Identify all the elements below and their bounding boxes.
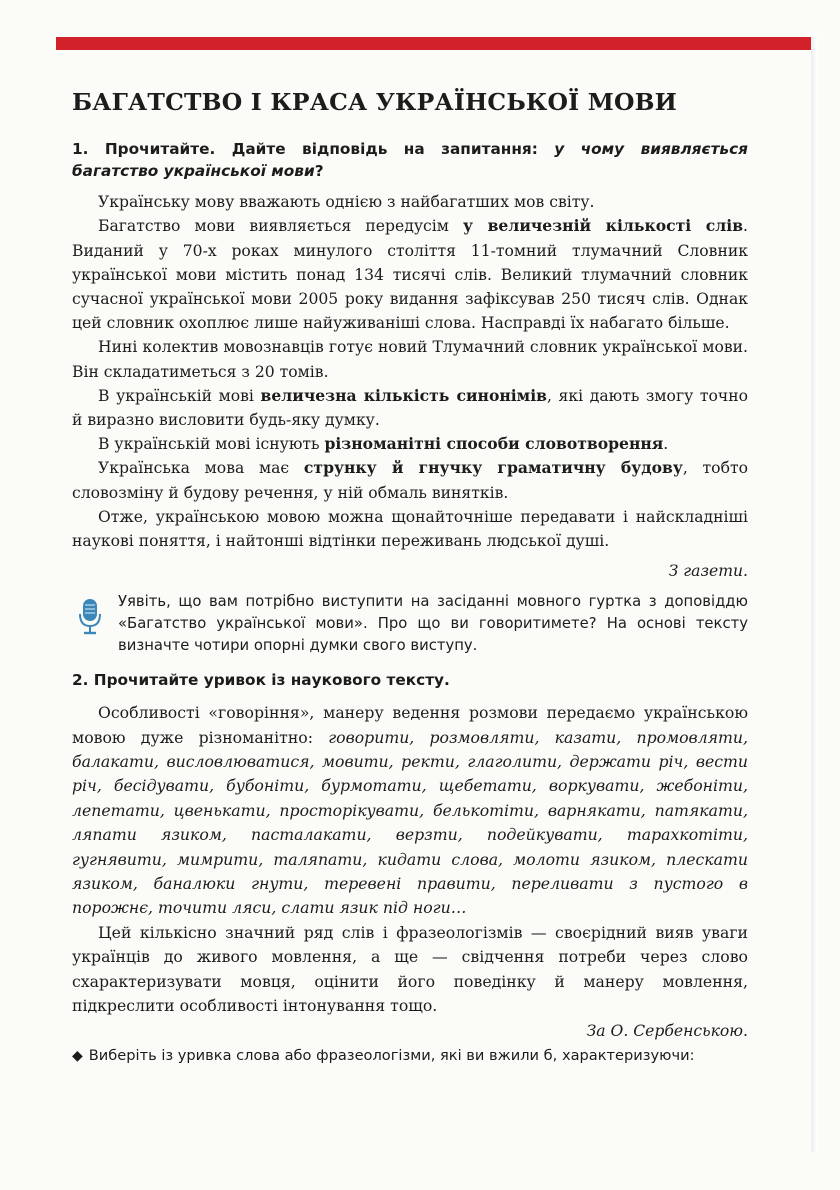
bottom-task-text: Виберіть із уривка слова або фразеологізми, які ви вжили б, характеризуючи: bbox=[88, 1046, 695, 1064]
text1-p4-end: , які дають змогу точно й виразно висловити будь-яку думку. bbox=[72, 386, 749, 430]
text2-p1-start: Особливості «говоріння», манеру ведення розмови передаємо українською мовою дуже різноманітно: bbox=[72, 703, 748, 747]
task-1-heading bbox=[72, 138, 748, 182]
speech-assignment bbox=[72, 591, 748, 657]
text1-paragraph-2 bbox=[72, 214, 748, 335]
text1-p5-end: . bbox=[663, 435, 669, 454]
page-edge bbox=[811, 37, 817, 1152]
diamond-bullet-icon: ◆ bbox=[72, 1047, 83, 1064]
task-1-lead: 1. Прочитайте. Дайте відповідь на запитання: bbox=[72, 140, 555, 159]
text1-paragraph-5 bbox=[72, 432, 748, 456]
text1-p5-bold: різноманітні способи словотворення bbox=[324, 434, 664, 454]
header-red-bar bbox=[56, 37, 811, 50]
text1-p6-end: , тобто словозміну й будову речення, у ній обмаль винятків. bbox=[72, 459, 748, 502]
text1-p2-bold: у величезній кількості слів bbox=[463, 216, 744, 236]
task-1-question: у чому виявляється багатство української мови bbox=[72, 140, 748, 181]
text1-p6-start: Українська мова має bbox=[98, 459, 304, 478]
assignment-text: Уявіть, що вам потрібно виступити на засіданні мовного гуртка з доповіддю «Багатство української мови». Про що ви говоритимете? На основі тексту визначте чотири опорні думки свого виступу. bbox=[118, 593, 748, 655]
task-1-end: ? bbox=[314, 162, 324, 181]
text1-paragraph-1: Українську мову вважають однією з найбагатших мов світу. bbox=[98, 193, 595, 212]
text1-p4-bold: величезна кількість синонімів bbox=[260, 385, 547, 405]
text1-p4-start: В українській мові bbox=[98, 386, 261, 405]
page-title: БАГАТСТВО І КРАСА УКРАЇНСЬКОЇ МОВИ bbox=[72, 88, 678, 116]
text1-paragraph-3: Нині колектив мовознавців готує новий Тлумачний словник української мови. Він складатиметься з 20 томів. bbox=[72, 338, 748, 381]
text2-paragraph-2: Цей кількісно значний ряд слів і фразеологізмів — своєрідний вияв уваги українців до живого мовлення, а ще — свідчення потреби через слово схарактеризувати мовця, оцінити його поведінку й манеру мовлення, підкреслити особливості інтонування тощо. bbox=[72, 922, 748, 1016]
text2-source: За О. Сербенською. bbox=[586, 1021, 748, 1040]
text1-p6-bold: струнку й гнучку граматичну будову bbox=[303, 458, 683, 478]
text2-paragraph-1 bbox=[72, 701, 748, 921]
text1-paragraph-6 bbox=[72, 456, 748, 504]
text1-p5-start: В українській мові існують bbox=[98, 435, 325, 454]
text1-p2-end: . Виданий у 70-х роках минулого століття 11-томний тлумачний Словник української мови містить понад 134 тисячі слів. Великий тлумачний словник сучасної української мови 2005 року видання зафіксував 250 тисяч слів. Однак цей словник охоплює лише найуживаніші слова. Насправді їх набагато більше. bbox=[72, 217, 749, 333]
task-2-heading: 2. Прочитайте уривок із наукового тексту. bbox=[72, 671, 450, 690]
text2-p1-verbs: говорити, розмовляти, казати, промовляти, балакати, висловлюватися, мовити, ректи, глаголити, держати річ, вести річ, бесідувати, бубоніти, бурмотати, щебетати, воркувати, жебоніти, лепетати, цвенькати, просторікувати, белькотіти, варнякати, патякати, ляпати язиком, пасталакати, верзти, подейкувати, тарахкотіти, гугнявити, мимрити, таляпати, кидати слова, молоти язиком, плескати язиком, баналюки гнути, теревені правити, переливати з пустого в порожнє, точити ляси, слати язик під ноги… bbox=[72, 727, 748, 918]
page-content bbox=[72, 88, 748, 1067]
text1-p2-start: Багатство мови виявляється передусім bbox=[98, 217, 463, 236]
text1-source: З газети. bbox=[668, 562, 748, 581]
microphone-icon bbox=[76, 597, 104, 637]
text1-paragraph-7: Отже, українською мовою можна щонайточніше передавати і найскладніші наукові поняття, і найтонші відтінки переживань людської душі. bbox=[72, 507, 748, 551]
text1-paragraph-4 bbox=[72, 384, 748, 432]
bottom-task bbox=[72, 1045, 748, 1067]
